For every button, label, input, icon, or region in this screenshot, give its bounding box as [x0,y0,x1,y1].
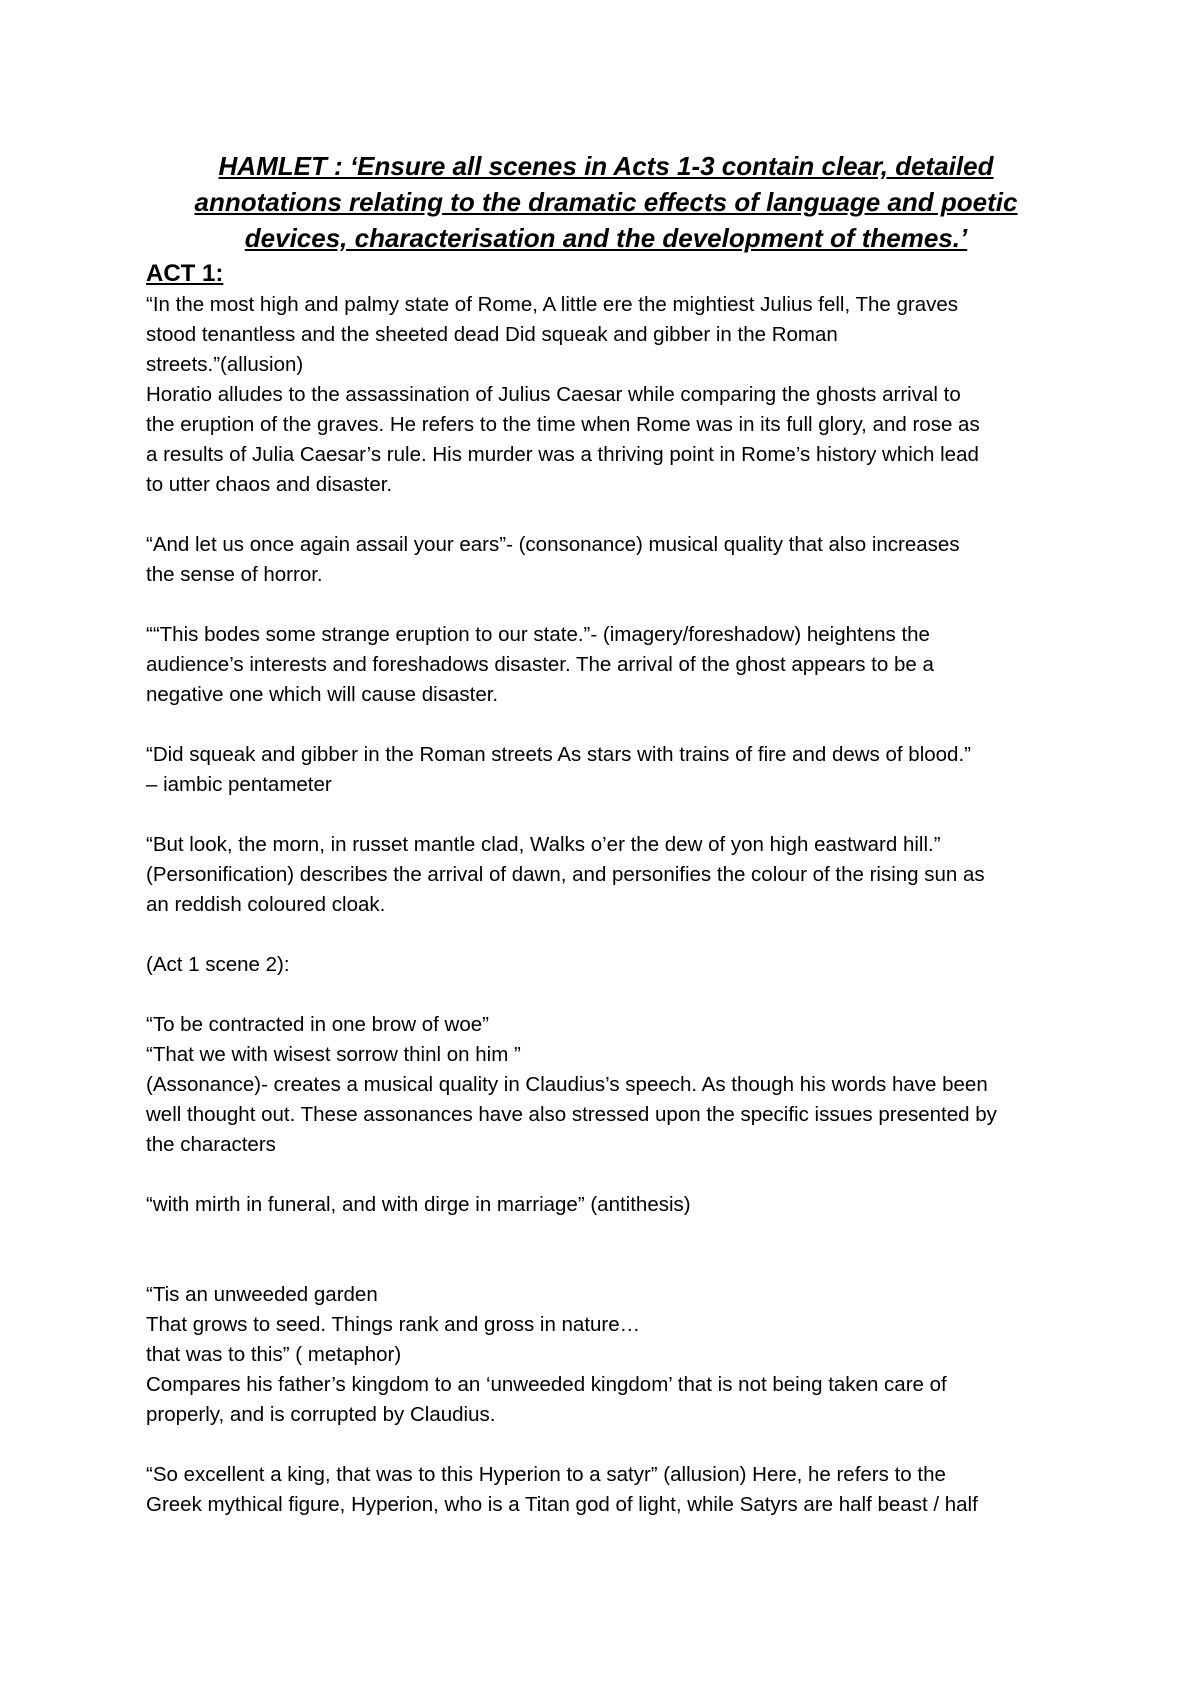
annotation-paragraph [146,740,1066,800]
text-line: “Did squeak and gibber in the Roman streets As stars with trains of fire and dews of blood.” [146,743,971,766]
text-line: (Personification) describes the arrival of dawn, and personifies the colour of the rising sun as [146,863,985,886]
text-line: “So excellent a king, that was to this Hyperion to a satyr” (allusion) Here, he refers to the [146,1463,946,1486]
text-line: that was to this” ( metaphor) [146,1343,402,1366]
text-line: – iambic pentameter [146,773,332,796]
text-line: streets.”(allusion) [146,353,304,376]
act-heading: ACT 1: [146,260,224,287]
text-line: the characters [146,1133,276,1156]
annotation-paragraph [146,530,1066,590]
annotation-paragraph [146,1010,1066,1160]
paragraph-spacer [146,1160,1066,1190]
annotation-paragraph [146,950,1066,980]
text-line: Compares his father’s kingdom to an ‘unweeded kingdom’ that is not being taken care of [146,1373,947,1396]
text-line: (Assonance)- creates a musical quality in Claudius’s speech. As though his words have been [146,1073,988,1096]
text-line: stood tenantless and the sheeted dead Did squeak and gibber in the Roman [146,323,838,346]
text-line: the sense of horror. [146,563,323,586]
text-line: “But look, the morn, in russet mantle clad, Walks o’er the dew of yon high eastward hill.” [146,833,941,856]
document-title: HAMLET : ‘Ensure all scenes in Acts 1-3 contain clear, detailed annotations relating to the dramatic effects of language and poetic devices, characterisation and the development of themes.’ [194,151,1018,253]
text-line: (Act 1 scene 2): [146,953,290,976]
paragraph-spacer [146,590,1066,620]
paragraph-spacer [146,1430,1066,1460]
paragraph-spacer [146,800,1066,830]
text-line: “And let us once again assail your ears”- (consonance) musical quality that also increases [146,533,960,556]
text-line: Horatio alludes to the assassination of Julius Caesar while comparing the ghosts arrival to [146,383,961,406]
text-line: properly, and is corrupted by Claudius. [146,1403,496,1426]
annotation-paragraph [146,290,1066,500]
text-line: negative one which will cause disaster. [146,683,499,706]
annotation-blocks [146,290,1066,1520]
paragraph-spacer [146,920,1066,950]
paragraph-spacer [146,980,1066,1010]
annotation-paragraph [146,830,1066,920]
paragraph-spacer [146,500,1066,530]
text-line: “That we with wisest sorrow thinl on him ” [146,1043,521,1066]
text-line: “with mirth in funeral, and with dirge in marriage” (antithesis) [146,1193,691,1216]
text-line: a results of Julia Caesar’s rule. His murder was a thriving point in Rome’s history which lead [146,443,979,466]
annotation-paragraph [146,1190,1066,1220]
text-line: to utter chaos and disaster. [146,473,393,496]
text-line: Greek mythical figure, Hyperion, who is a Titan god of light, while Satyrs are half beast / half [146,1493,978,1516]
text-line: the eruption of the graves. He refers to the time when Rome was in its full glory, and rose as [146,413,980,436]
text-line: an reddish coloured cloak. [146,893,386,916]
text-line: audience’s interests and foreshadows disaster. The arrival of the ghost appears to be a [146,653,934,676]
document-body [146,148,1066,1520]
annotation-paragraph [146,1280,1066,1430]
text-line: That grows to seed. Things rank and gross in nature… [146,1313,641,1336]
paragraph-spacer [146,1220,1066,1280]
annotation-paragraph [146,620,1066,710]
text-line: “In the most high and palmy state of Rome, A little ere the mightiest Julius fell, The graves [146,293,959,316]
text-line: “To be contracted in one brow of woe” [146,1013,489,1036]
text-line: “Tis an unweeded garden [146,1283,378,1306]
text-line: well thought out. These assonances have also stressed upon the specific issues presented by [146,1103,997,1126]
text-line: ““This bodes some strange eruption to our state.”- (imagery/foreshadow) heightens the [146,623,930,646]
annotation-paragraph [146,1460,1066,1520]
paragraph-spacer [146,710,1066,740]
